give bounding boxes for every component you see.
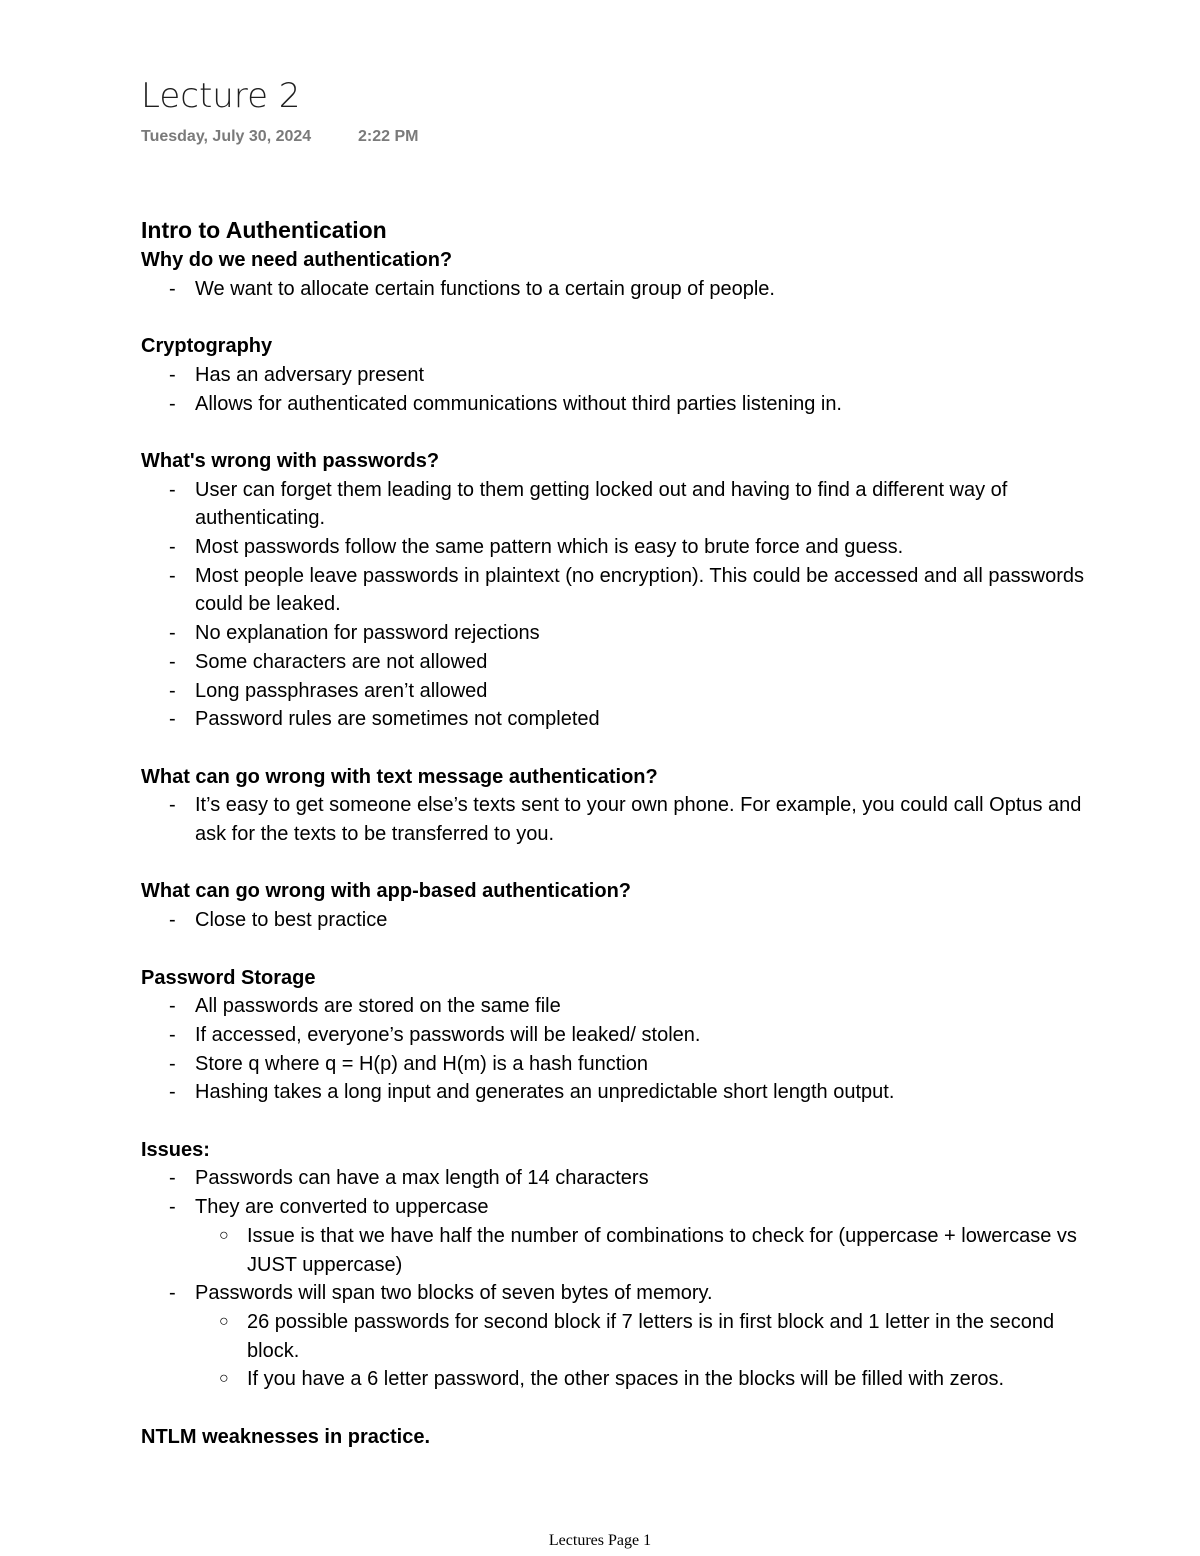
dash-bullet-icon: - [169, 650, 176, 673]
list-item [141, 648, 1101, 677]
list-item [141, 476, 1101, 533]
page-title: Lecture 2 [141, 76, 301, 116]
list-item [141, 992, 1101, 1021]
list-password-storage [141, 992, 1101, 1107]
circle-bullet-icon: ○ [219, 1312, 229, 1330]
list-item [141, 361, 1101, 390]
note-body [141, 214, 1101, 1451]
list-item-text: If accessed, everyone’s passwords will be leaked/ stolen. [195, 1023, 701, 1046]
dash-bullet-icon: - [169, 1081, 176, 1104]
list-item-text: Allows for authenticated communications without third parties listening in. [195, 392, 842, 415]
list-item-text: Hashing takes a long input and generates an unpredictable short length output. [195, 1081, 895, 1104]
heading-passwords-wrong: What's wrong with passwords? [141, 449, 440, 472]
list-item-text: Some characters are not allowed [195, 650, 488, 673]
section-title-intro: Intro to Authentication [141, 217, 387, 243]
sublist-item [195, 1365, 1101, 1394]
dash-bullet-icon: - [169, 1196, 176, 1219]
list-passwords-wrong [141, 476, 1101, 734]
dash-bullet-icon: - [169, 679, 176, 702]
list-app-auth [141, 906, 1101, 935]
page-time: 2:22 PM [358, 128, 419, 145]
dash-bullet-icon: - [169, 1052, 176, 1075]
dash-bullet-icon: - [169, 995, 176, 1018]
list-item-text: Has an adversary present [195, 363, 425, 386]
list-item [141, 562, 1101, 619]
sublist-item-text: If you have a 6 letter password, the other spaces in the blocks will be filled with zeros. [247, 1368, 1005, 1391]
list-issues [141, 1164, 1101, 1394]
list-item-text: Most people leave passwords in plaintext (no encryption). This could be accessed and all passwords could be leaked. [195, 564, 1085, 616]
dash-bullet-icon: - [169, 1167, 176, 1190]
list-item [141, 390, 1101, 419]
list-item [141, 1164, 1101, 1193]
heading-cryptography: Cryptography [141, 335, 273, 358]
list-item [141, 1279, 1101, 1394]
list-why-authentication [141, 275, 1101, 304]
list-item-text: Long passphrases aren’t allowed [195, 679, 488, 702]
dash-bullet-icon: - [169, 363, 176, 386]
dash-bullet-icon: - [169, 909, 176, 932]
list-item-text: We want to allocate certain functions to a certain group of people. [195, 277, 775, 300]
sublist-item-text: Issue is that we have half the number of combinations to check for (uppercase + lowercase vs JUST uppercase) [247, 1224, 1077, 1276]
list-item-text: Store q where q = H(p) and H(m) is a hash function [195, 1052, 648, 1075]
list-item-text: They are converted to uppercase [195, 1196, 489, 1219]
list-item-text: Close to best practice [195, 909, 388, 932]
heading-why-authentication: Why do we need authentication? [141, 249, 453, 271]
page-date: Tuesday, July 30, 2024 [141, 128, 312, 145]
dash-bullet-icon: - [169, 564, 176, 587]
dash-bullet-icon: - [169, 794, 176, 817]
list-item [141, 275, 1101, 304]
list-item-text: User can forget them leading to them getting locked out and having to find a different way of authenticating. [195, 478, 1008, 530]
page-footer: Lectures Page 1 [548, 1532, 652, 1549]
list-item [141, 1021, 1101, 1050]
heading-password-storage: Password Storage [141, 966, 316, 989]
dash-bullet-icon: - [169, 708, 176, 731]
list-item-text: Passwords will span two blocks of seven bytes of memory. [195, 1282, 713, 1305]
dash-bullet-icon: - [169, 622, 176, 645]
list-item [141, 791, 1101, 848]
list-item [141, 677, 1101, 706]
sublist-item [195, 1222, 1101, 1279]
heading-app-auth: What can go wrong with app-based authentication? [141, 880, 631, 903]
list-item-text: Most passwords follow the same pattern which is easy to brute force and guess. [195, 536, 904, 558]
list-item [141, 1050, 1101, 1079]
list-item [141, 705, 1101, 734]
list-item-text: Password rules are sometimes not completed [195, 708, 600, 731]
circle-bullet-icon: ○ [219, 1370, 229, 1388]
list-item [141, 1078, 1101, 1107]
dash-bullet-icon: - [169, 1282, 176, 1305]
sublist-item-text: 26 possible passwords for second block if 7 letters is in first block and 1 letter in the second block. [247, 1310, 1055, 1362]
dash-bullet-icon: - [169, 1023, 176, 1046]
list-item [141, 533, 1101, 562]
sublist-memory-blocks [195, 1308, 1101, 1394]
list-item [141, 906, 1101, 935]
sublist-item [195, 1308, 1101, 1365]
list-item [141, 619, 1101, 648]
heading-sms-auth: What can go wrong with text message authentication? [141, 765, 658, 788]
sublist-uppercase [195, 1222, 1101, 1279]
list-sms-auth [141, 791, 1101, 848]
list-item-text: All passwords are stored on the same file [195, 995, 561, 1018]
list-cryptography [141, 361, 1101, 418]
dash-bullet-icon: - [169, 478, 176, 501]
dash-bullet-icon: - [169, 392, 176, 415]
list-item-text: It’s easy to get someone else’s texts sent to your own phone. For example, you could call Optus and ask for the texts to be transferred to you. [195, 794, 1082, 846]
heading-issues: Issues: [141, 1138, 210, 1161]
list-item-text: No explanation for password rejections [195, 622, 540, 645]
list-item-text: Passwords can have a max length of 14 characters [195, 1167, 649, 1190]
heading-ntlm: NTLM weaknesses in practice. [141, 1425, 431, 1448]
list-item [141, 1193, 1101, 1279]
dash-bullet-icon: - [169, 536, 176, 558]
circle-bullet-icon: ○ [219, 1226, 229, 1244]
dash-bullet-icon: - [169, 277, 176, 300]
